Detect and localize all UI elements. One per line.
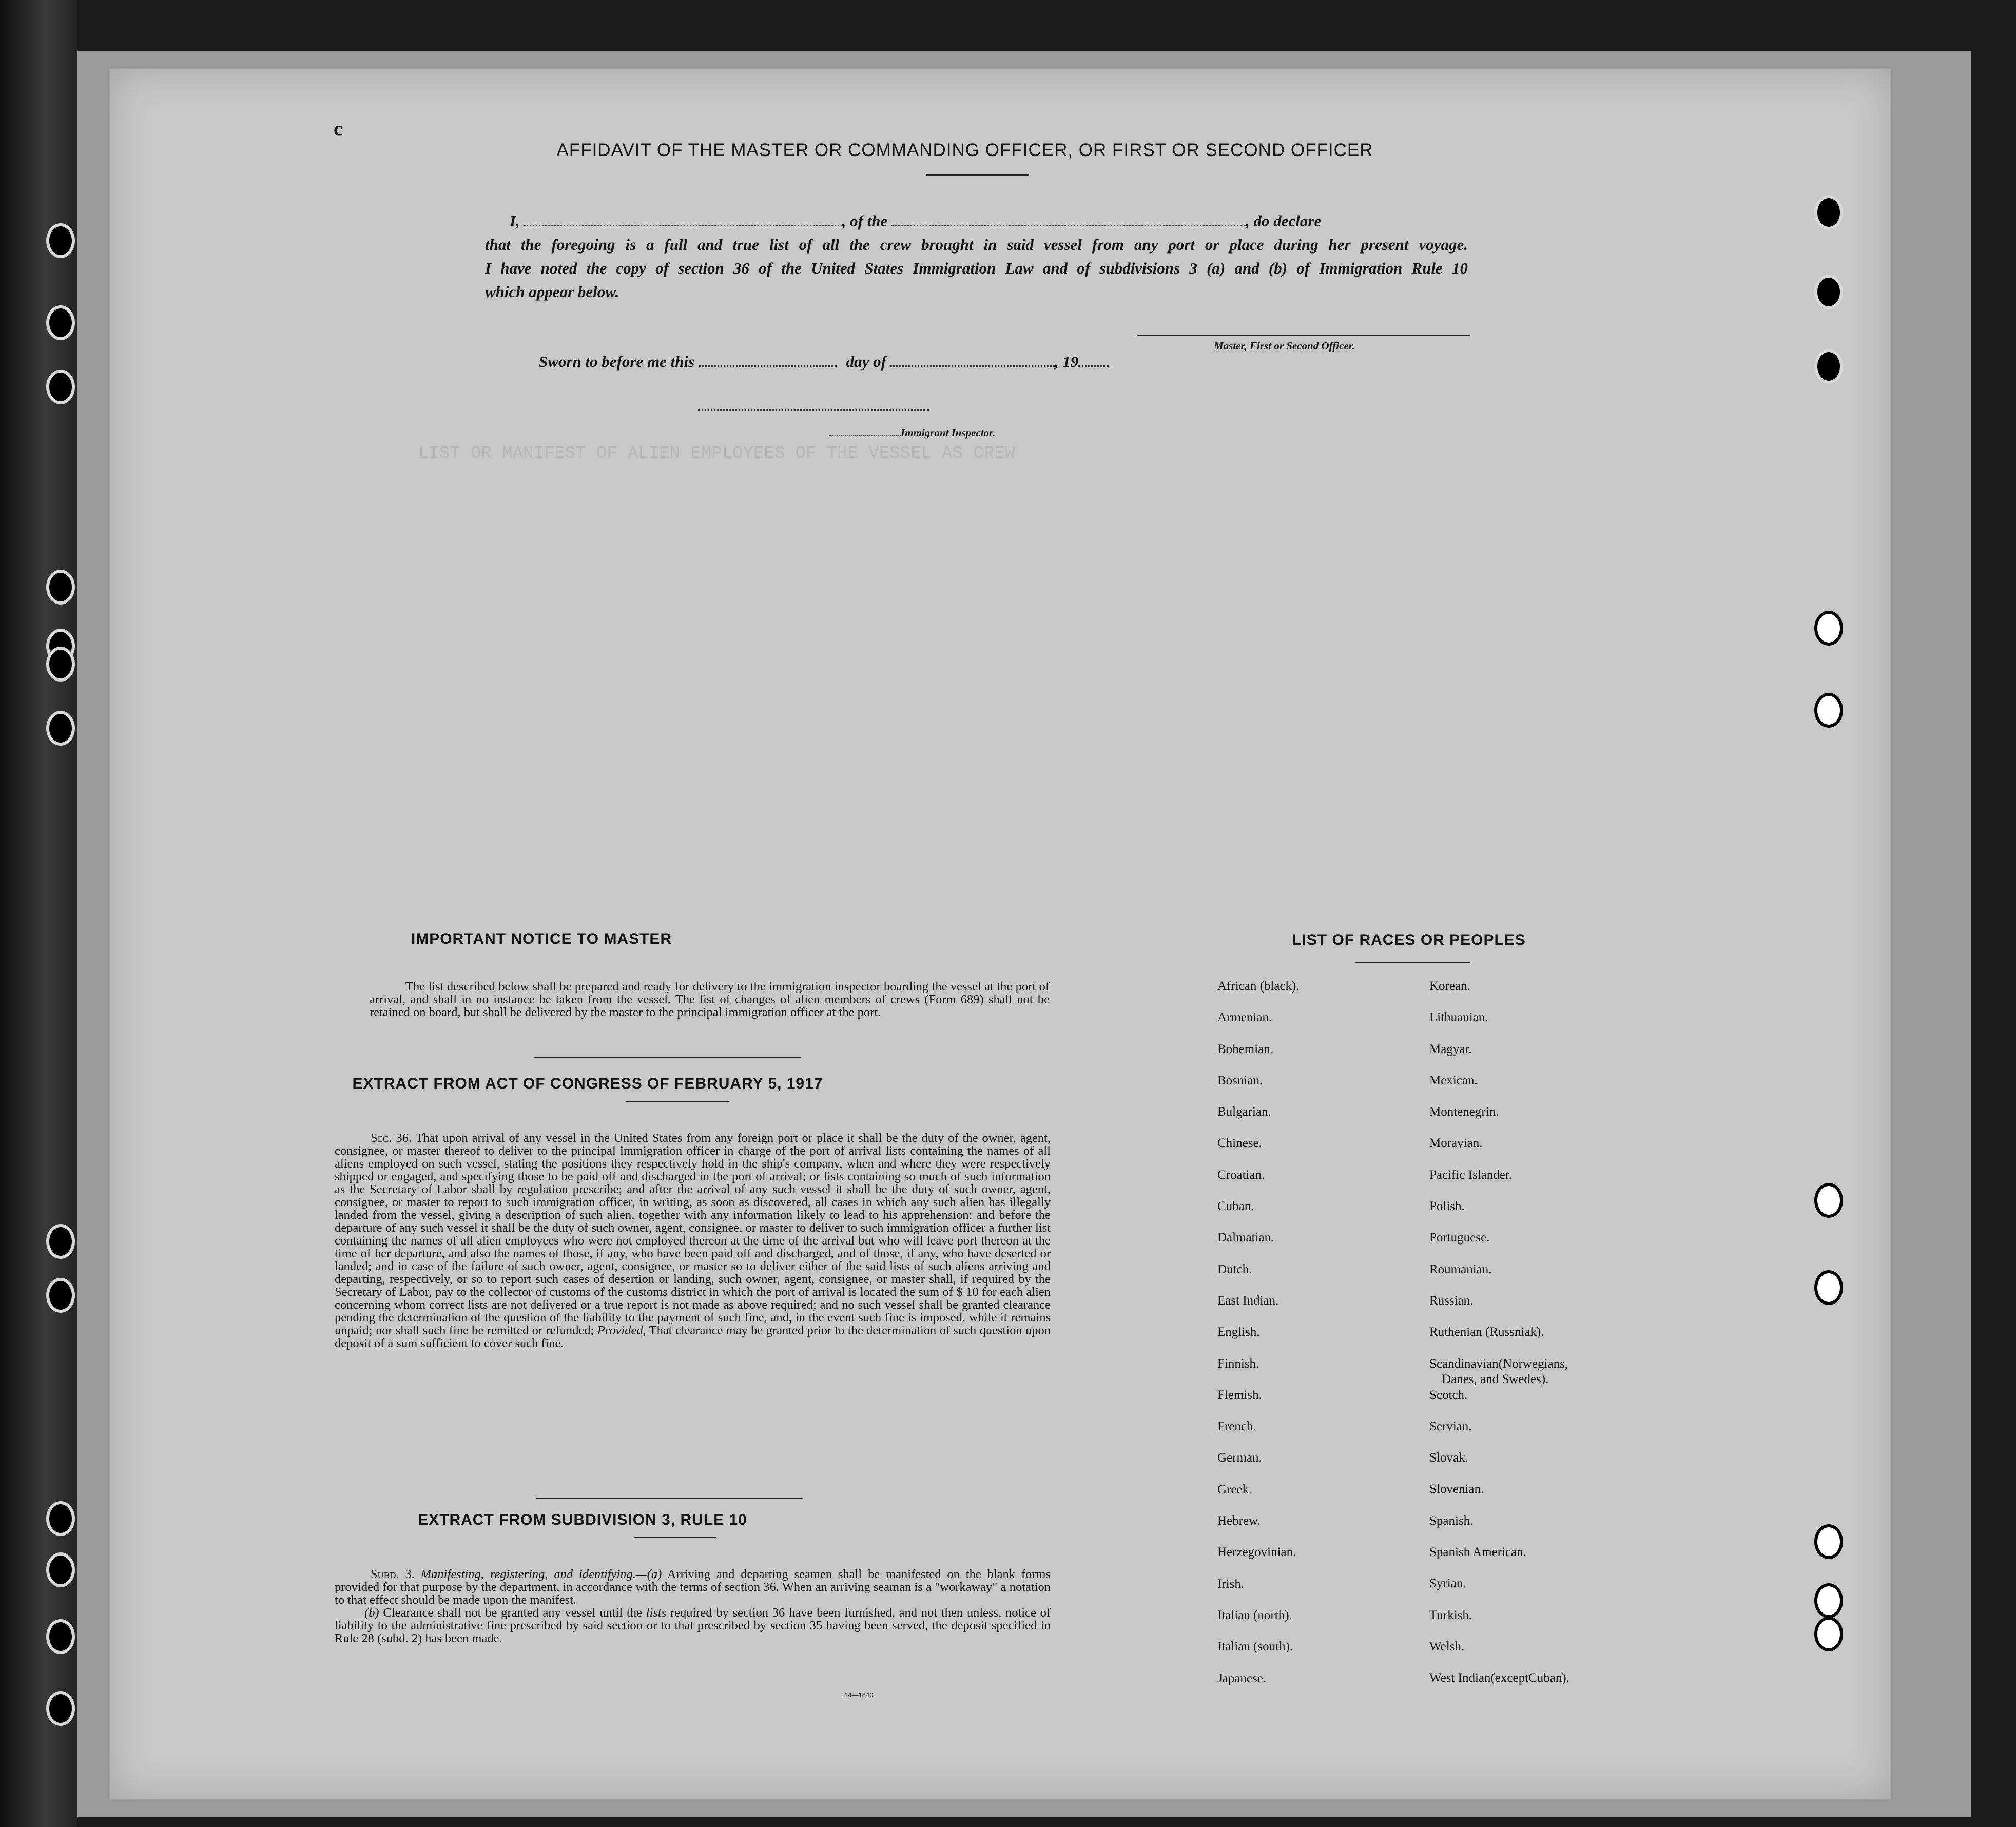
race-item (1429, 1073, 1630, 1104)
race-item (1217, 1042, 1418, 1073)
punch-hole (1814, 611, 1843, 646)
punch-hole (46, 1501, 75, 1536)
race-label: Spanish. (1429, 1513, 1474, 1528)
punch-hole (1814, 1617, 1843, 1651)
race-label: Moravian. (1429, 1136, 1483, 1151)
form-number: 14—1840 (844, 1691, 874, 1699)
master-signature-line[interactable] (1137, 335, 1470, 336)
declaration-line-4: which appear below. (485, 283, 619, 301)
sworn-label: Sworn to before me this (539, 353, 695, 371)
race-item (1429, 1136, 1630, 1167)
subd-title: Manifesting, registering, and identifying.—(a) (420, 1567, 662, 1581)
declare-label: , do declare (1246, 212, 1322, 230)
notice-text: The list described below shall be prepared and ready for delivery to the immigration inspector boarding the vessel at the port of arrival, and shall in no instance be taken from the vessel. The list of changes of alien members of crews (Form 689) shall not be retained on board, but shall be delivered by the master to the principal immigration officer at the port. (370, 980, 1050, 1019)
race-label: Syrian. (1429, 1577, 1466, 1591)
race-item (1429, 1010, 1630, 1041)
form-page (110, 69, 1891, 1799)
affidavit-title: AFFIDAVIT OF THE MASTER OR COMMANDING OFFICER, OR FIRST OR SECOND OFFICER (556, 140, 1373, 160)
race-label: Japanese. (1217, 1671, 1267, 1685)
race-label: Bulgarian. (1217, 1105, 1271, 1119)
title-rule (926, 174, 1029, 176)
punch-hole (46, 1278, 75, 1313)
race-label: Armenian. (1217, 1010, 1272, 1025)
race-item (1429, 1325, 1630, 1356)
race-item (1429, 1639, 1630, 1670)
punch-hole (1814, 1524, 1843, 1559)
race-item (1429, 1293, 1630, 1325)
act-end-rule (536, 1498, 803, 1499)
race-item (1429, 1576, 1630, 1607)
race-label: Lithuanian. (1429, 1010, 1488, 1025)
race-label: Scotch. (1429, 1388, 1468, 1402)
race-label: Italian (north). (1217, 1608, 1292, 1622)
race-item (1217, 1639, 1418, 1670)
act-body (335, 1132, 1051, 1350)
race-item (1217, 1671, 1418, 1702)
race-label: Portuguese. (1429, 1231, 1490, 1245)
i-label: I, (510, 212, 520, 230)
race-label: Korean. (1429, 979, 1470, 993)
race-item (1429, 1545, 1630, 1576)
race-label: Bosnian. (1217, 1073, 1263, 1087)
race-label-continued: Danes, and Swedes). (1442, 1372, 1549, 1386)
race-item (1217, 1010, 1418, 1041)
race-item (1217, 979, 1418, 1010)
rule10-text-a: Arriving and departing seamen shall be manifested on the blank forms provided for that purpose by the department, in accordance with the terms of section 36. When an arriving seaman is a "workaway" a notation to that effect should be made upon the manifest. (335, 1567, 1051, 1607)
race-label: Slovenian. (1429, 1482, 1484, 1496)
race-label: Servian. (1429, 1419, 1472, 1433)
race-item (1217, 1262, 1418, 1293)
race-label: Greek. (1217, 1482, 1252, 1496)
race-label: Mexican. (1429, 1073, 1478, 1087)
punch-hole (46, 1619, 75, 1654)
race-label: Bohemian. (1217, 1042, 1274, 1056)
sec-label: Sec. 36. (371, 1131, 412, 1145)
race-label: Croatian. (1217, 1168, 1265, 1182)
race-item (1217, 1388, 1418, 1419)
b-label: (b) (364, 1606, 379, 1620)
race-label: Finnish. (1217, 1356, 1259, 1371)
punch-hole (1814, 275, 1843, 309)
race-label: Scandinavian(Norwegians, (1429, 1356, 1568, 1371)
vessel-blank[interactable] (891, 210, 1246, 226)
punch-hole (46, 305, 75, 340)
race-label: English. (1217, 1325, 1260, 1339)
of-the-label: , of the (842, 212, 888, 230)
race-label: African (black). (1217, 979, 1300, 993)
race-item (1429, 1388, 1630, 1419)
rule10-para-a (335, 1568, 1051, 1606)
sworn-line (539, 351, 1109, 371)
race-item (1429, 1670, 1630, 1702)
day-of-label: day of (846, 353, 886, 371)
race-label: West Indian(exceptCuban). (1429, 1671, 1569, 1685)
punch-hole (46, 1552, 75, 1587)
races-heading-rule (1355, 962, 1470, 963)
race-item (1217, 1230, 1418, 1261)
punch-hole (1814, 349, 1843, 384)
race-item (1429, 1450, 1630, 1482)
race-item (1217, 1104, 1418, 1136)
punch-hole (46, 223, 75, 258)
race-label: Welsh. (1429, 1639, 1465, 1654)
rule10-heading-rule (634, 1537, 716, 1538)
race-label: German. (1217, 1451, 1262, 1465)
rule10-para-b (335, 1606, 1051, 1645)
inspector-dots (829, 426, 901, 436)
race-item (1217, 1199, 1418, 1230)
race-item (1429, 1513, 1630, 1545)
race-item (1217, 1545, 1418, 1576)
races-left-column (1217, 979, 1418, 1702)
notice-heading: IMPORTANT NOTICE TO MASTER (411, 930, 672, 947)
punch-hole (46, 711, 75, 746)
race-item (1429, 1042, 1630, 1073)
bleed-through (213, 439, 223, 458)
race-item (1217, 1482, 1418, 1513)
race-item (1429, 1104, 1630, 1136)
race-item (1429, 1262, 1630, 1293)
race-label: Magyar. (1429, 1042, 1472, 1056)
race-label: Russian. (1429, 1293, 1474, 1308)
act-heading: EXTRACT FROM ACT OF CONGRESS OF FEBRUARY 5, 1917 (352, 1075, 823, 1092)
race-item (1217, 1073, 1418, 1104)
punch-hole (46, 1691, 75, 1726)
race-item (1429, 979, 1630, 1010)
race-label: Dalmatian. (1217, 1231, 1274, 1245)
inspector-label-line (829, 426, 995, 439)
act-text-a: That upon arrival of any vessel in the United States from any foreign port or place it shall be the duty of the owner, agent, consignee, or master thereof to deliver to the principal immigration officer in charge of the port of arrival lists containing the names of all aliens employed on such vessel, stating the positions they respectively hold in the ship's company, when and where they were respectively shipped or engaged, and specifying those to be paid off and discharged in the port of arrival; or lists containing so much of such information as the Secretary of Labor shall by regulation prescribe; and after the arrival of any such vessel it shall be the duty of such owner, agent, consignee, or master to report to such immigration officer, in writing, as soon as discovered, all cases in which any such alien has illegally landed from the vessel, giving a description of such alien, together with any information likely to lead to his apprehension; and before the departure of any such vessel it shall be the duty of such owner, agent, consignee, or master to deliver to such immigration officer a further list containing the names of all alien employees who were not employed thereon at the time of the arrival but who will leave port thereon at the time of her departure, and also the names of those, if any, who have been paid off and discharged, and of those, if any, who have deserted or landed; and in case of the failure of such owner, agent, consignee, or master so to deliver either of the said lists of such aliens arriving and departing, respectively, or so to report such cases of desertion or landing, such owner, agent, consignee, or master shall, if required by the Secretary of Labor, pay to the collector of customs of the customs district in which the port of arrival is located the sum of $ 10 for each alien concerning whom correct lists are not delivered or a true report is not made as above required; and no such vessel shall be granted clearance pending the determination of the question of the liability to the payment of such fine, and, in the event such fine is imposed, while it remains unpaid; nor shall such fine be remitted or refunded; (335, 1131, 1051, 1337)
race-item (1429, 1230, 1630, 1261)
race-item (1217, 1450, 1418, 1482)
race-item (1429, 1356, 1630, 1388)
race-item (1429, 1199, 1630, 1230)
month-blank[interactable] (890, 351, 1055, 367)
punch-hole (1814, 693, 1843, 728)
master-signature-label: Master, First or Second Officer. (1214, 340, 1355, 352)
race-label: Cuban. (1217, 1199, 1254, 1214)
rule10-body (335, 1568, 1051, 1645)
race-item (1217, 1608, 1418, 1639)
rule10-text-b2: required by section 36 have been furnished, and not then unless, notice of liability to the administrative fine prescribed by said section or to that prescribed by section 35 having been served, the deposit specified in Rule 28 (subd. 2) has been made. (335, 1606, 1051, 1645)
race-item (1217, 1168, 1418, 1199)
race-label: Montenegrin. (1429, 1105, 1499, 1119)
punch-hole (46, 370, 75, 404)
scanner-edge-left (0, 0, 77, 1827)
race-item (1217, 1419, 1418, 1450)
race-label: Ruthenian (Russniak). (1429, 1325, 1544, 1339)
race-label: Flemish. (1217, 1388, 1262, 1402)
race-label: Spanish American. (1429, 1545, 1526, 1560)
race-label: French. (1217, 1420, 1256, 1434)
notice-body (370, 980, 1050, 1019)
punch-hole (1814, 1583, 1843, 1618)
race-label: Dutch. (1217, 1262, 1252, 1276)
punch-hole (46, 570, 75, 605)
act-text-b: That clearance may be granted prior to the determination of such question upon deposit of a sum sufficient to cover such fine. (335, 1324, 1051, 1350)
bleed-through: LIST OR MANIFEST OF ALIEN EMPLOYEES OF THE VESSEL AS CREW (418, 444, 1015, 463)
year-prefix: , 19 (1054, 353, 1079, 371)
margin-mark: c (334, 117, 343, 140)
provided-label: Provided, (597, 1324, 646, 1337)
punch-hole (1814, 195, 1843, 230)
rule10-heading: EXTRACT FROM SUBDIVISION 3, RULE 10 (418, 1511, 747, 1528)
rule10-text-b1: Clearance shall not be granted any vessel until the (383, 1606, 642, 1620)
race-label: Chinese. (1217, 1136, 1262, 1151)
declaration-line-3: I have noted the copy of section 36 of the United States Immigration Law and of subdivisions 3 (a) and (b) of Immigration Rule 10 (485, 259, 1468, 277)
subd-label: Subd. 3. (371, 1567, 415, 1581)
punch-hole (1814, 1183, 1843, 1218)
race-label: Italian (south). (1217, 1640, 1293, 1654)
lists-word: lists (646, 1606, 667, 1620)
declaration-text (485, 209, 1468, 304)
declaration-line-2: that the foregoing is a full and true list of all the crew brought in said vessel from any port or place during her present voyage. (485, 236, 1468, 254)
race-item (1217, 1325, 1418, 1356)
race-label: East Indian. (1217, 1293, 1279, 1308)
notice-rule (534, 1057, 801, 1058)
race-label: Slovak. (1429, 1451, 1468, 1465)
race-item (1217, 1513, 1418, 1545)
races-right-column (1429, 979, 1630, 1702)
race-label: Turkish. (1429, 1608, 1472, 1622)
race-label: Polish. (1429, 1199, 1465, 1214)
race-label: Herzegovinian. (1217, 1545, 1296, 1560)
punch-hole (46, 647, 75, 682)
race-label: Irish. (1217, 1577, 1245, 1591)
act-heading-rule (626, 1101, 729, 1102)
race-item (1429, 1419, 1630, 1450)
name-blank[interactable] (524, 210, 842, 226)
race-item (1429, 1482, 1630, 1513)
race-label: Hebrew. (1217, 1514, 1261, 1528)
race-item (1217, 1136, 1418, 1167)
inspector-label: Immigrant Inspector. (901, 426, 996, 439)
race-label: Roumanian. (1429, 1262, 1492, 1276)
day-blank[interactable] (699, 351, 837, 367)
race-label: Pacific Islander. (1429, 1168, 1513, 1182)
punch-hole (46, 1224, 75, 1259)
inspector-signature-line[interactable] (698, 409, 929, 411)
race-item (1217, 1356, 1418, 1388)
race-item (1429, 1168, 1630, 1199)
race-item (1429, 1608, 1630, 1639)
race-item (1217, 1577, 1418, 1608)
races-heading: LIST OF RACES OR PEOPLES (1292, 931, 1526, 948)
punch-hole (1814, 1270, 1843, 1305)
act-text (335, 1132, 1051, 1350)
race-item (1217, 1293, 1418, 1325)
year-blank[interactable] (1078, 351, 1109, 367)
